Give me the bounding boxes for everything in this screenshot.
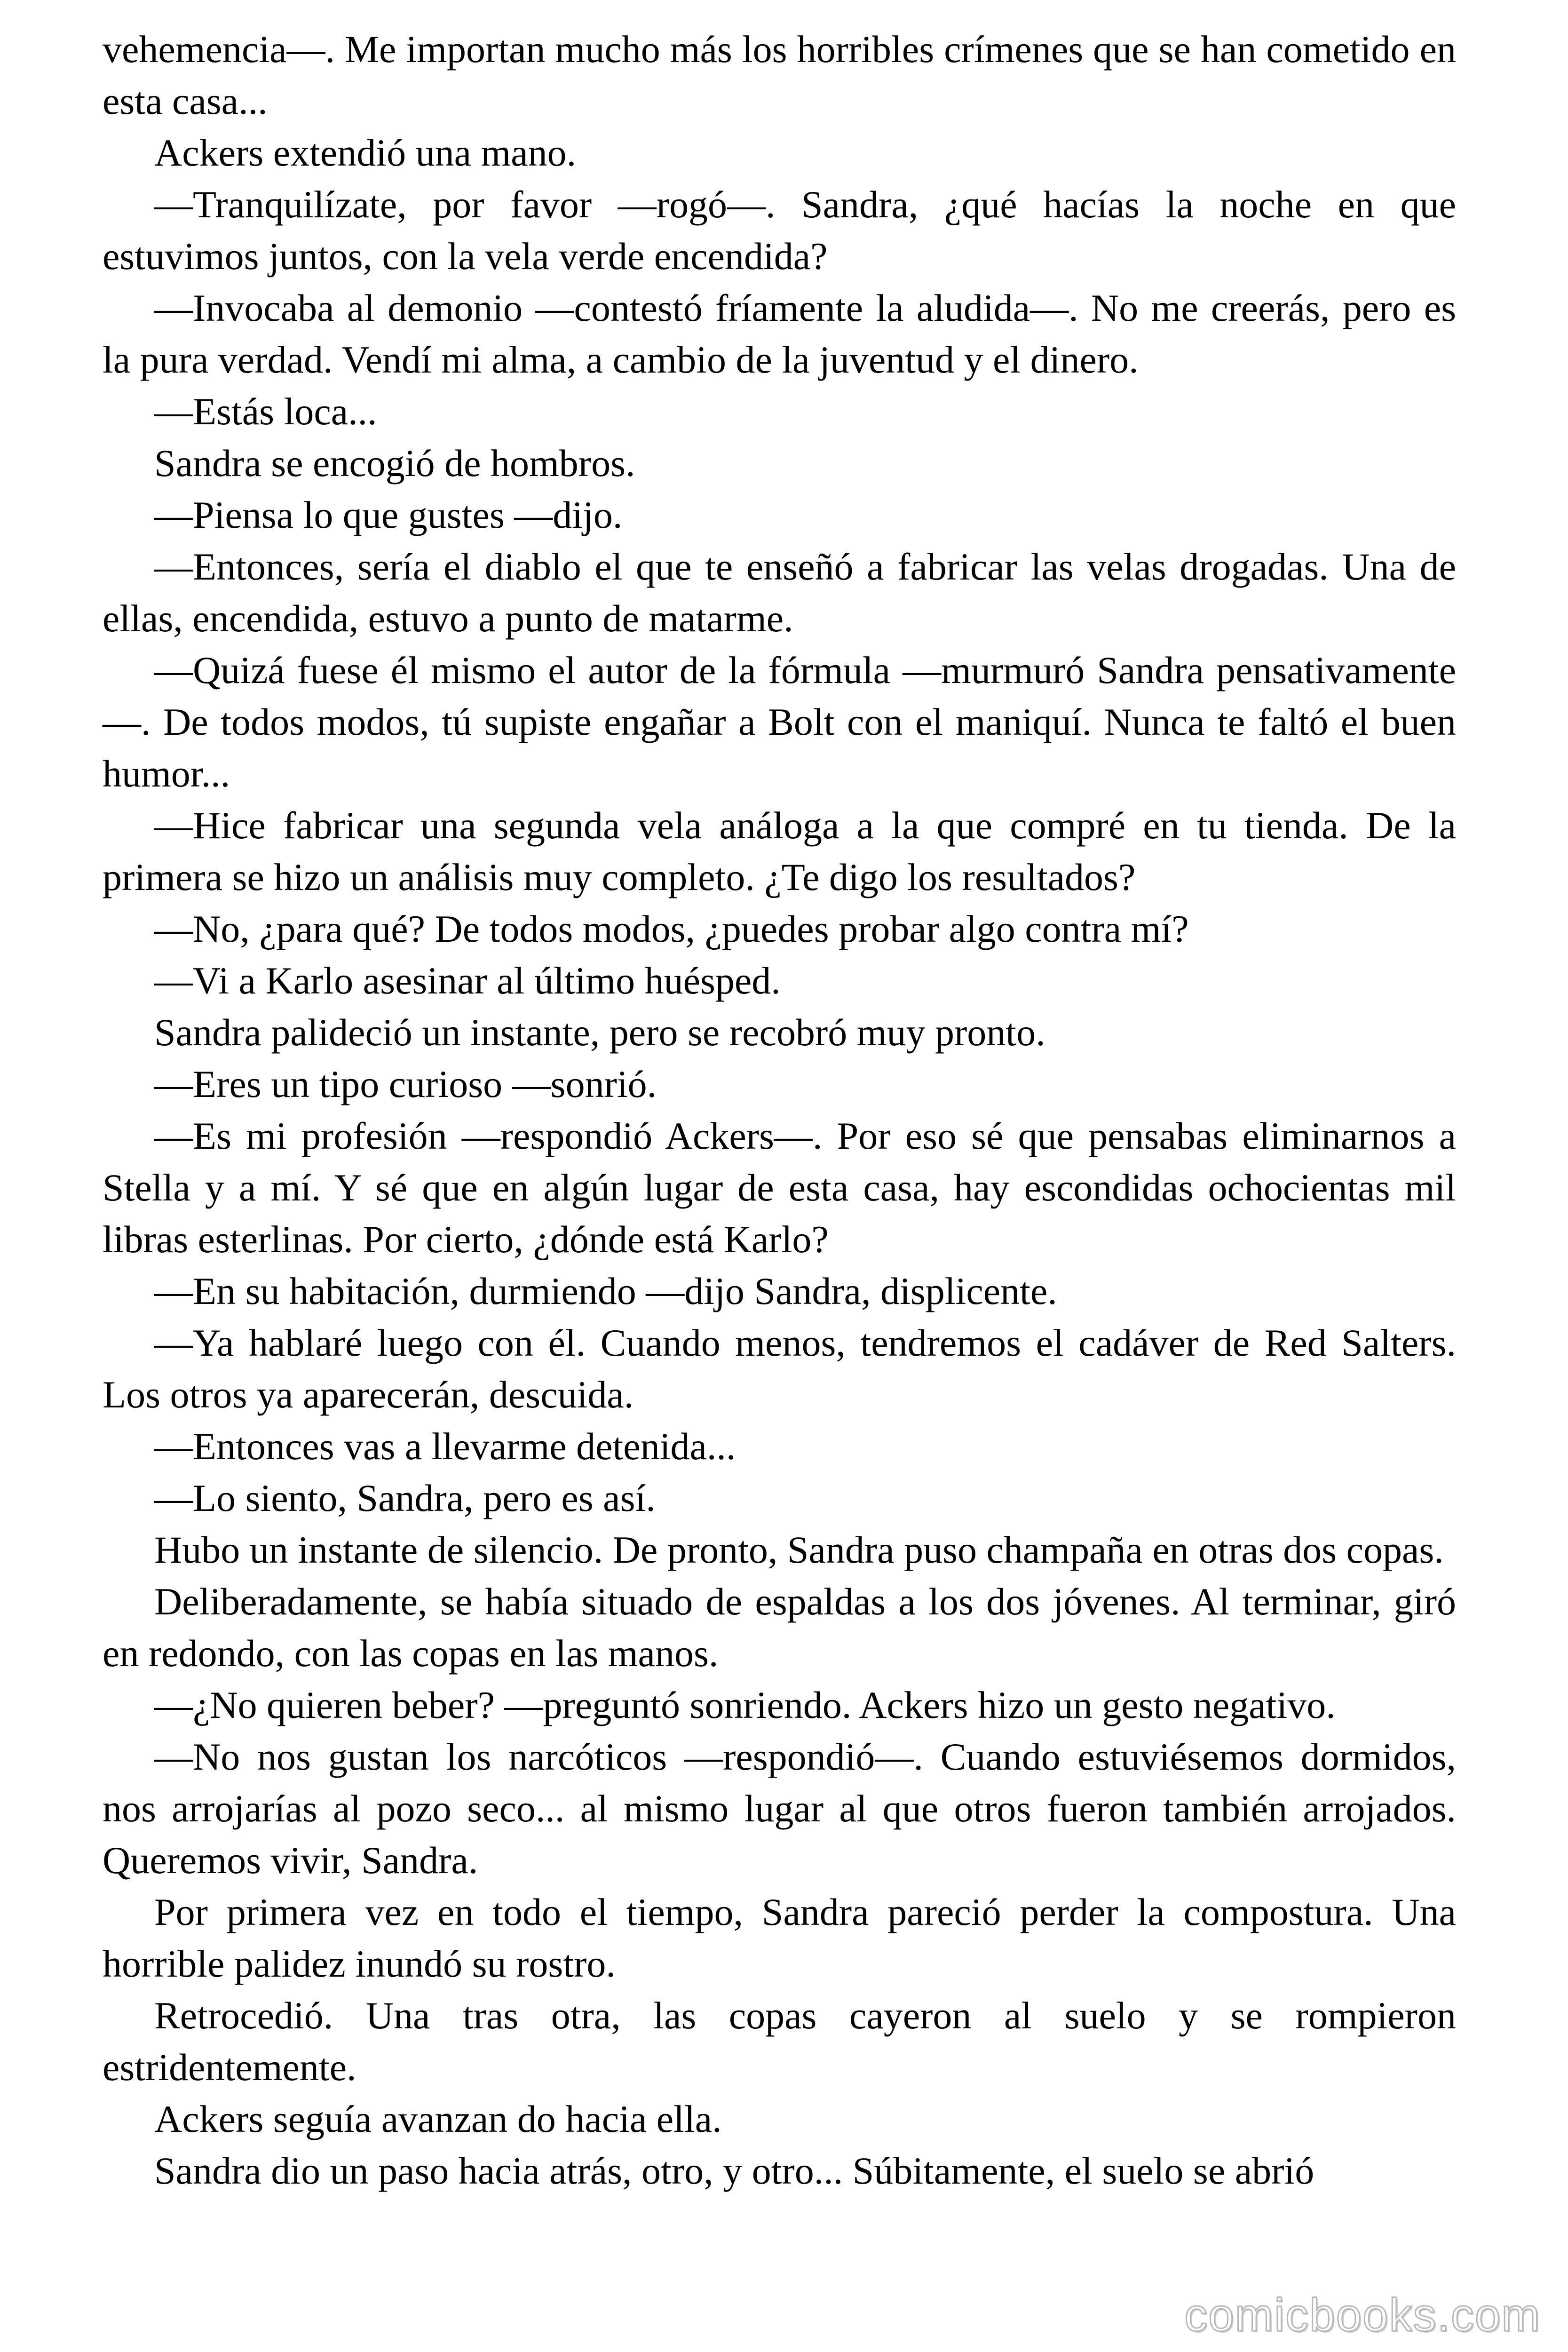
paragraph: —No nos gustan los narcóticos —respondió—. Cuando estuviésemos dormidos, nos arrojarías al pozo seco... al mismo lugar al que otros fueron también arrojados. Queremos vivir, Sandra. xyxy=(103,1735,1456,1882)
paragraph: —Piensa lo que gustes —dijo. xyxy=(154,493,623,536)
paragraph: —En su habitación, durmiendo —dijo Sandra, displicente. xyxy=(154,1270,1057,1312)
paragraph: —Tranquilízate, por favor —rogó—. Sandra, ¿qué hacías la noche en que estuvimos juntos, con la vela verde encendida? xyxy=(103,183,1456,278)
paragraph: —No, ¿para qué? De todos modos, ¿puedes probar algo contra mí? xyxy=(154,907,1189,950)
paragraph: vehemencia—. Me importan mucho más los horribles crímenes que se han cometido en esta casa... xyxy=(103,28,1456,122)
paragraph: —Invocaba al demonio —contestó fríamente la aludida—. No me creerás, pero es la pura verdad. Vendí mi alma, a cambio de la juventud y el dinero. xyxy=(103,286,1456,381)
paragraph: Ackers extendió una mano. xyxy=(154,131,577,174)
paragraph: Ackers seguía avanzan do hacia ella. xyxy=(154,2098,722,2140)
paragraph: Hubo un instante de silencio. De pronto, Sandra puso champaña en otras dos copas. xyxy=(154,1528,1444,1571)
paragraph: Retrocedió. Una tras otra, las copas cayeron al suelo y se rompieron estridentemente. xyxy=(103,1994,1456,2089)
paragraph: —Entonces vas a llevarme detenida... xyxy=(154,1425,736,1468)
paragraph: —Ya hablaré luego con él. Cuando menos, tendremos el cadáver de Red Salters. Los otros ya aparecerán, descuida. xyxy=(103,1321,1456,1416)
paragraph: —Hice fabricar una segunda vela análoga a la que compré en tu tienda. De la primera se hizo un análisis muy completo. ¿Te digo los resultados? xyxy=(103,804,1456,898)
paragraph: —Quizá fuese él mismo el autor de la fórmula —murmuró Sandra pensativamente—. De todos modos, tú supiste engañar a Bolt con el maniquí. Nunca te faltó el buen humor... xyxy=(103,649,1456,795)
paragraph: Sandra dio un paso hacia atrás, otro, y otro... Súbitamente, el suelo se abrió xyxy=(154,2149,1315,2192)
paragraph: Sandra se encogió de hombros. xyxy=(154,442,635,485)
paragraph: Sandra palideció un instante, pero se recobró muy pronto. xyxy=(154,1011,1045,1054)
paragraph: —Lo siento, Sandra, pero es así. xyxy=(154,1477,656,1519)
paragraph: —Estás loca... xyxy=(154,390,377,433)
paragraph: —Vi a Karlo asesinar al último huésped. xyxy=(154,959,781,1002)
paragraph: —Eres un tipo curioso —sonrió. xyxy=(154,1063,657,1105)
paragraph: —Entonces, sería el diablo el que te enseñó a fabricar las velas drogadas. Una de ellas, encendida, estuvo a punto de matarme. xyxy=(103,545,1456,640)
page-body xyxy=(103,24,1456,2197)
paragraph: Por primera vez en todo el tiempo, Sandra pareció perder la compostura. Una horrible palidez inundó su rostro. xyxy=(103,1891,1456,1985)
paragraph: —Es mi profesión —respondió Ackers—. Por eso sé que pensabas eliminarnos a Stella y a mí. Y sé que en algún lugar de esta casa, hay escondidas ochocientas mil libras esterlinas. Por cierto, ¿dónde está Karlo? xyxy=(103,1114,1456,1261)
paragraph: Deliberadamente, se había situado de espaldas a los dos jóvenes. Al terminar, giró en redondo, con las copas en las manos. xyxy=(103,1580,1456,1675)
paragraph: —¿No quieren beber? —preguntó sonriendo. Ackers hizo un gesto negativo. xyxy=(154,1684,1336,1726)
watermark: comicbooks.com xyxy=(1184,2289,1541,2341)
